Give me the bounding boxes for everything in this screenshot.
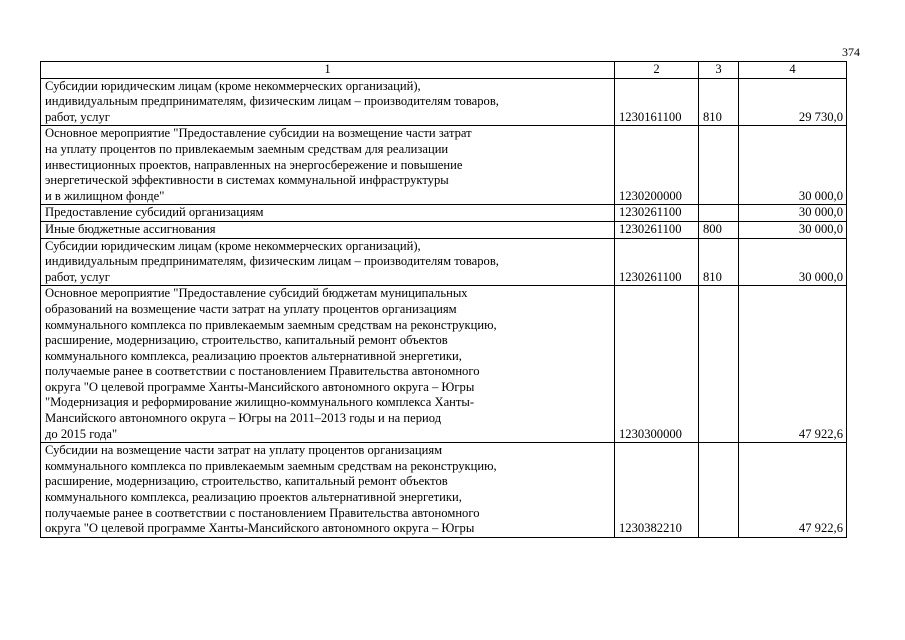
table-row bbox=[41, 238, 847, 286]
row-code-cell: 1230261100 bbox=[615, 221, 699, 238]
row-name-line: "Модернизация и реформирование жилищно-коммунального комплекса Ханты- bbox=[45, 395, 475, 410]
row-name-line: коммунального комплекса, реализацию проектов альтернативной энергетики, bbox=[45, 348, 462, 363]
table-row bbox=[41, 78, 847, 126]
page-number: 374 bbox=[842, 45, 860, 59]
row-code-cell: 1230200000 bbox=[615, 126, 699, 205]
row-name-line: получаемые ранее в соответствии с постановлением Правительства автономного bbox=[45, 505, 480, 520]
row-name-line: Основное мероприятие "Предоставление субсидии на возмещение части затрат bbox=[45, 126, 472, 141]
row-sum-cell: 30 000,0 bbox=[739, 126, 847, 205]
row-code-cell: 1230161100 bbox=[615, 78, 699, 126]
row-code-cell: 1230261100 bbox=[615, 205, 699, 222]
column-header-sum: 4 bbox=[739, 62, 847, 79]
row-sum-cell: 30 000,0 bbox=[739, 221, 847, 238]
row-name-line: энергетической эффективности в системах коммунальной инфраструктуры bbox=[45, 173, 449, 188]
row-name-line: Мансийского автономного округа – Югры на 2011–2013 годы и на период bbox=[45, 411, 442, 426]
row-sum-cell: 30 000,0 bbox=[739, 238, 847, 286]
table-row bbox=[41, 126, 847, 205]
row-name-line: коммунального комплекса, реализацию проектов альтернативной энергетики, bbox=[45, 490, 462, 505]
row-name-cell bbox=[41, 205, 615, 222]
row-sum-cell: 30 000,0 bbox=[739, 205, 847, 222]
column-header-name: 1 bbox=[41, 62, 615, 79]
row-name-line: Предоставление субсидий организациям bbox=[45, 205, 264, 220]
row-name-line: работ, услуг bbox=[45, 109, 110, 124]
row-name-line: работ, услуг bbox=[45, 269, 110, 284]
row-name-line: Субсидии юридическим лицам (кроме некоммерческих организаций), bbox=[45, 238, 421, 253]
row-name-cell bbox=[41, 443, 615, 538]
table-row bbox=[41, 443, 847, 538]
row-expense-type-cell bbox=[699, 443, 739, 538]
row-name-line: Субсидии юридическим лицам (кроме некоммерческих организаций), bbox=[45, 78, 421, 93]
table-row bbox=[41, 205, 847, 222]
row-name-cell bbox=[41, 126, 615, 205]
row-name-line: округа "О целевой программе Ханты-Мансийского автономного округа – Югры bbox=[45, 379, 475, 394]
table-body bbox=[41, 78, 847, 537]
row-name-cell bbox=[41, 238, 615, 286]
row-name-line: до 2015 года" bbox=[45, 426, 118, 441]
row-name-cell bbox=[41, 221, 615, 238]
row-expense-type-cell: 800 bbox=[699, 221, 739, 238]
row-name-line: коммунального комплекса по привлекаемым заемным средствам на реконструкцию, bbox=[45, 317, 497, 332]
row-name-cell bbox=[41, 286, 615, 443]
row-name-line: расширение, модернизацию, строительство, капитальный ремонт объектов bbox=[45, 333, 448, 348]
row-name-line: округа "О целевой программе Ханты-Мансийского автономного округа – Югры bbox=[45, 521, 475, 536]
row-name-line: инвестиционных проектов, направленных на энергосбережение и повышение bbox=[45, 157, 463, 172]
row-name-line: коммунального комплекса по привлекаемым заемным средствам на реконструкцию, bbox=[45, 458, 497, 473]
column-header-code: 2 bbox=[615, 62, 699, 79]
row-name-line: Субсидии на возмещение части затрат на уплату процентов организациям bbox=[45, 443, 443, 458]
row-name-line: индивидуальным предпринимателям, физическим лицам – производителям товаров, bbox=[45, 254, 499, 269]
row-name-line: расширение, модернизацию, строительство, капитальный ремонт объектов bbox=[45, 474, 448, 489]
row-name-line: и в жилищном фонде" bbox=[45, 188, 165, 203]
row-name-line: на уплату процентов по привлекаемым заемным средствам для реализации bbox=[45, 141, 449, 156]
row-expense-type-cell bbox=[699, 205, 739, 222]
row-name-line: образований на возмещение части затрат на уплату процентов организациям bbox=[45, 301, 457, 316]
budget-table bbox=[40, 61, 847, 538]
column-header-expense-type: 3 bbox=[699, 62, 739, 79]
row-name-line: Основное мероприятие "Предоставление субсидий бюджетам муниципальных bbox=[45, 286, 468, 301]
table-row bbox=[41, 221, 847, 238]
row-sum-cell: 47 922,6 bbox=[739, 286, 847, 443]
row-expense-type-cell: 810 bbox=[699, 238, 739, 286]
row-expense-type-cell: 810 bbox=[699, 78, 739, 126]
row-name-line: Иные бюджетные ассигнования bbox=[45, 221, 216, 236]
row-sum-cell: 47 922,6 bbox=[739, 443, 847, 538]
row-code-cell: 1230382210 bbox=[615, 443, 699, 538]
row-sum-cell: 29 730,0 bbox=[739, 78, 847, 126]
row-code-cell: 1230261100 bbox=[615, 238, 699, 286]
row-expense-type-cell bbox=[699, 126, 739, 205]
table-row bbox=[41, 286, 847, 443]
row-code-cell: 1230300000 bbox=[615, 286, 699, 443]
row-name-cell bbox=[41, 78, 615, 126]
row-expense-type-cell bbox=[699, 286, 739, 443]
table-header-row bbox=[41, 62, 847, 79]
row-name-line: индивидуальным предпринимателям, физическим лицам – производителям товаров, bbox=[45, 94, 499, 109]
row-name-line: получаемые ранее в соответствии с постановлением Правительства автономного bbox=[45, 364, 480, 379]
